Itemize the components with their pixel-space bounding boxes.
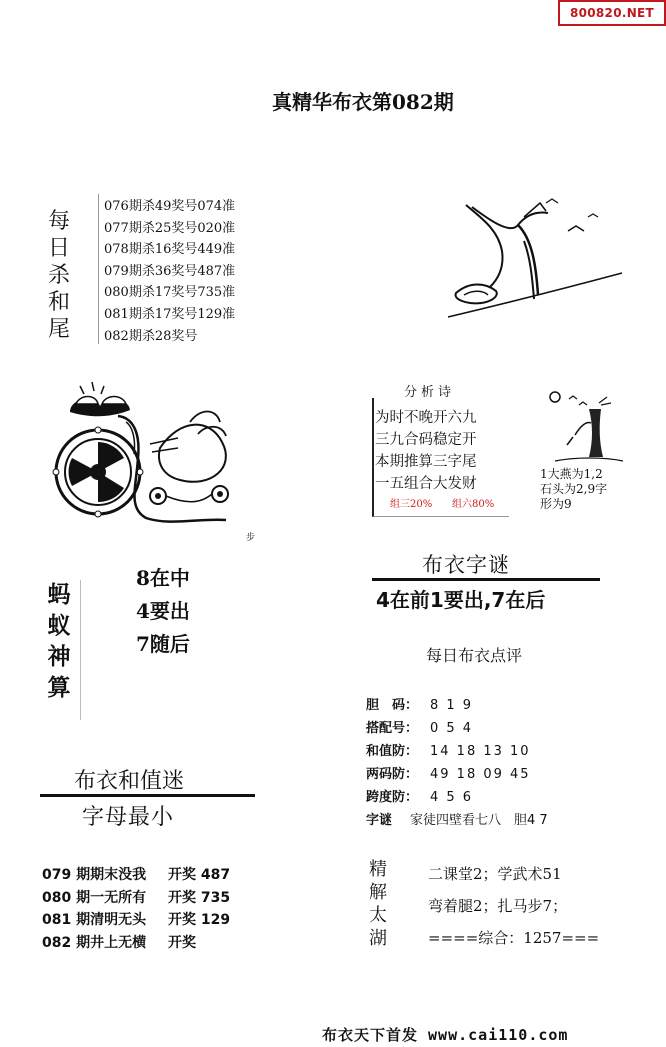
- review-title: 每日布衣点评: [426, 646, 523, 665]
- group6-ratio: 组六80%: [452, 499, 495, 510]
- swallow-figure-illustration: [545, 385, 625, 467]
- ant-calc-lines: [136, 562, 190, 661]
- history-name: 080 期一无所有: [42, 889, 147, 906]
- poem-lines: [375, 407, 477, 495]
- wheel-figure-illustration: [40, 378, 265, 528]
- history-result: 开奖 129: [168, 912, 231, 928]
- poem-line: 三九合码稳定开: [375, 432, 477, 448]
- review-value: 49 18 09 45: [430, 767, 531, 782]
- sum-riddle-subtitle: 字母最小: [82, 805, 175, 830]
- jingjie-line: 弯着腿2；扎马步7；: [428, 897, 568, 915]
- riddle-title: 布衣字谜: [422, 553, 510, 577]
- list-item: 077期杀25奖号020准: [104, 220, 236, 236]
- daily-kill-divider: [98, 194, 99, 344]
- review-key: 胆 码：: [366, 698, 419, 713]
- jingjie-lines: [428, 858, 599, 954]
- watermark-badge: 800820.NET: [558, 0, 666, 26]
- review-row: [366, 717, 548, 740]
- ant-calc-line: 8在中: [136, 566, 190, 590]
- review-value: 家徒四壁看七八 胆4 7: [410, 813, 548, 828]
- list-item: 076期杀49奖号074准: [104, 199, 236, 214]
- review-row: [366, 786, 548, 809]
- label-char: 尾: [47, 317, 70, 342]
- sum-riddle-divider: [40, 794, 255, 797]
- poem-title: 分析诗: [404, 385, 456, 400]
- daily-kill-label: [44, 208, 74, 343]
- figure-note-line: 1大燕为1,2: [540, 467, 603, 481]
- figure-note: [540, 467, 607, 512]
- history-result: 开奖 487: [168, 867, 231, 883]
- history-result: 开奖 735: [168, 889, 231, 906]
- crane-sketch-illustration: [440, 195, 630, 320]
- figure-note-line: 形为9: [540, 497, 572, 511]
- ant-calc-line: 7随后: [136, 632, 190, 656]
- label-char: 太: [369, 905, 387, 926]
- label-char: 杀: [47, 263, 70, 288]
- list-item: 082期杀28奖号: [104, 328, 198, 344]
- review-key: 字谜: [366, 813, 393, 828]
- review-row: [366, 809, 548, 832]
- group3-ratio: 组三20%: [390, 499, 433, 510]
- review-key: 和值防：: [366, 744, 419, 759]
- ant-calc-line: 4要出: [136, 599, 190, 623]
- history-name: 079 期期末没我: [42, 867, 147, 883]
- footer-site: 布衣天下首发 www.cai110.com: [322, 1026, 569, 1044]
- daily-kill-list: [104, 196, 264, 347]
- history-result: 开奖: [168, 934, 196, 951]
- review-value: 0 5 4: [430, 721, 474, 736]
- list-item: [42, 932, 230, 955]
- list-item: [42, 909, 230, 932]
- list-item: 081期杀17奖号129准: [104, 306, 236, 322]
- label-char: 和: [47, 290, 70, 315]
- jingjie-label: [366, 858, 390, 950]
- riddle-text: 4在前1要出,7在后: [376, 588, 546, 612]
- poem-line: 为时不晚开六九: [375, 410, 477, 426]
- poem-line: 本期推算三字尾: [375, 454, 477, 470]
- artist-sign: 步: [246, 533, 256, 543]
- review-key: 搭配号：: [366, 721, 419, 736]
- poem-line: 一五组合大发财: [375, 476, 477, 492]
- list-item: 079期杀36奖号487准: [104, 263, 236, 279]
- jingjie-line: ====综合：1257===: [428, 929, 600, 947]
- riddle-divider: [372, 578, 600, 581]
- history-name: 082 期井上无横: [42, 934, 147, 951]
- list-item: 078期杀16奖号449准: [104, 242, 236, 258]
- review-row: [366, 740, 548, 763]
- review-key: 两码防：: [366, 767, 419, 782]
- label-char: 日: [47, 236, 70, 261]
- review-list: [366, 694, 548, 832]
- review-value: 8 1 9: [430, 698, 474, 713]
- label-char: 湖: [369, 928, 387, 949]
- label-char: 每: [47, 209, 70, 234]
- ant-calc-label: [38, 580, 81, 720]
- review-row: [366, 694, 548, 717]
- history-list: [42, 864, 230, 954]
- jingjie-line: 二课堂2；学武术51: [428, 865, 562, 883]
- label-char: 解: [369, 882, 387, 903]
- label-char: 精: [369, 859, 387, 880]
- review-value: 14 18 13 10: [430, 744, 531, 759]
- list-item: 080期杀17奖号735准: [104, 285, 236, 301]
- history-name: 081 期清明无头: [42, 912, 147, 928]
- label-char: 算: [47, 675, 71, 701]
- list-item: [42, 864, 230, 887]
- label-char: 神: [47, 644, 71, 670]
- page-title: 真精华布衣第082期: [272, 90, 454, 114]
- label-char: 蚁: [47, 613, 71, 639]
- review-key: 跨度防：: [366, 790, 419, 805]
- review-value: 4 5 6: [430, 790, 474, 805]
- review-row: [366, 763, 548, 786]
- list-item: [42, 887, 230, 910]
- sum-riddle-title: 布衣和值迷: [74, 769, 185, 794]
- label-char: 蚂: [47, 582, 71, 608]
- figure-note-line: 石头为2,9字: [540, 482, 608, 496]
